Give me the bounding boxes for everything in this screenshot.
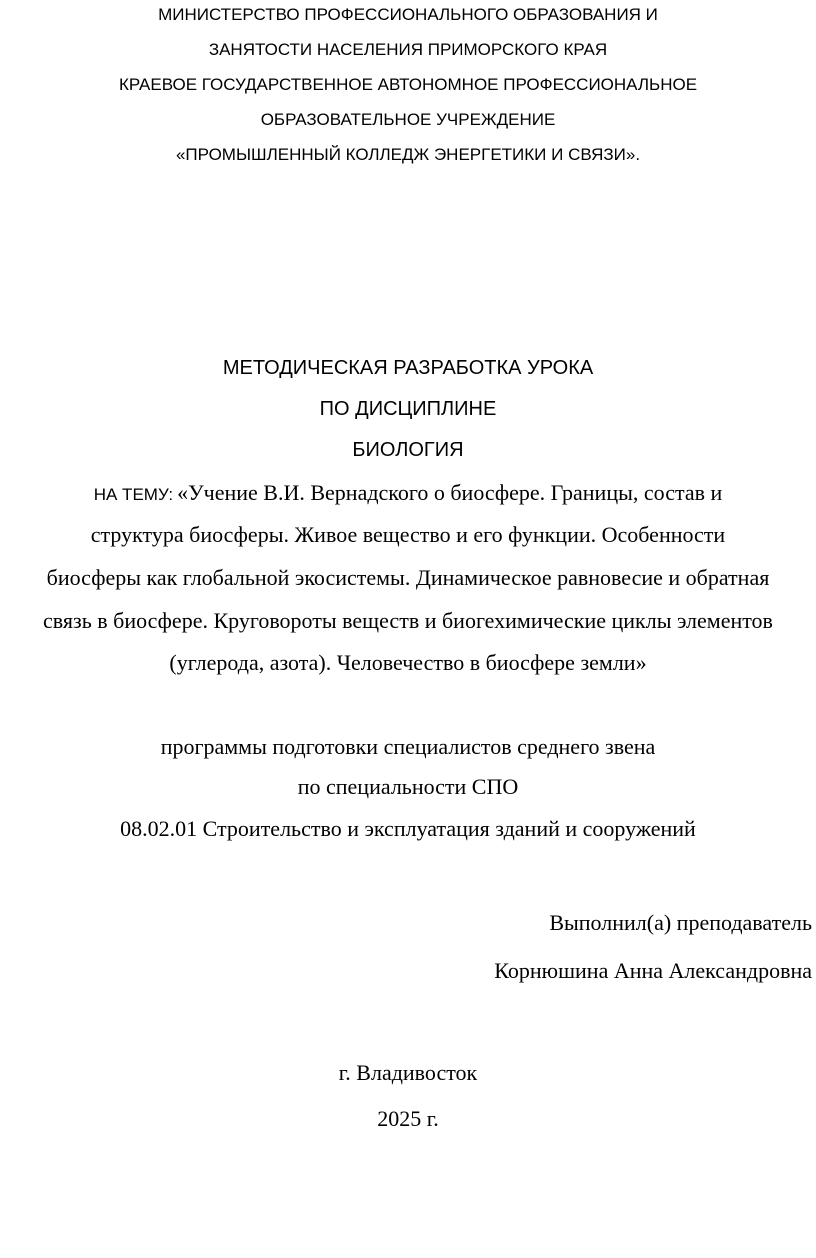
author-name: Корнюшина Анна Александровна — [494, 958, 812, 983]
city: г. Владивосток — [338, 1060, 478, 1085]
college-name: «ПРОМЫШЛЕННЫЙ КОЛЛЕДЖ ЭНЕРГЕТИКИ И СВЯЗИ». — [175, 145, 641, 164]
document-title: МЕТОДИЧЕСКАЯ РАЗРАБОТКА УРОКА — [222, 357, 594, 379]
ministry-line-1: МИНИСТЕРСТВО ПРОФЕССИОНАЛЬНОГО ОБРАЗОВАНИЯ И — [158, 5, 658, 24]
author-role: Выполнил(а) преподаватель — [549, 910, 812, 935]
institution-line-2: ОБРАЗОВАТЕЛЬНОЕ УЧРЕЖДЕНИЕ — [260, 110, 556, 129]
topic-line-4: связь в биосфере. Круговороты веществ и биогехимические циклы элементов — [43, 608, 773, 633]
topic-line-2: структура биосферы. Живое вещество и его функции. Особенности — [90, 522, 726, 547]
topic-prefix: НА ТЕМУ: — [93, 485, 174, 504]
topic-text-1: «Учение В.И. Вернадского о биосфере. Границы, состав и — [177, 480, 723, 505]
institution-line-1: КРАЕВОЕ ГОСУДАРСТВЕННОЕ АВТОНОМНОЕ ПРОФЕССИОНАЛЬНОЕ — [118, 75, 698, 94]
topic-line-1 — [0, 482, 816, 504]
specialty-line: 08.02.01 Строительство и эксплуатация зданий и сооружений — [120, 816, 696, 841]
program-line-2: по специальности СПО — [297, 774, 519, 799]
discipline-label: ПО ДИСЦИПЛИНЕ — [319, 398, 497, 420]
discipline-name: БИОЛОГИЯ — [352, 439, 464, 461]
program-line-1: программы подготовки специалистов среднего звена — [160, 734, 656, 759]
topic-line-5: (углерода, азота). Человечество в биосфере земли» — [169, 650, 647, 675]
year: 2025 г. — [377, 1106, 439, 1131]
topic-line-3: биосферы как глобальной экосистемы. Динамическое равновесие и обратная — [46, 565, 770, 590]
ministry-line-2: ЗАНЯТОСТИ НАСЕЛЕНИЯ ПРИМОРСКОГО КРАЯ — [208, 40, 608, 59]
